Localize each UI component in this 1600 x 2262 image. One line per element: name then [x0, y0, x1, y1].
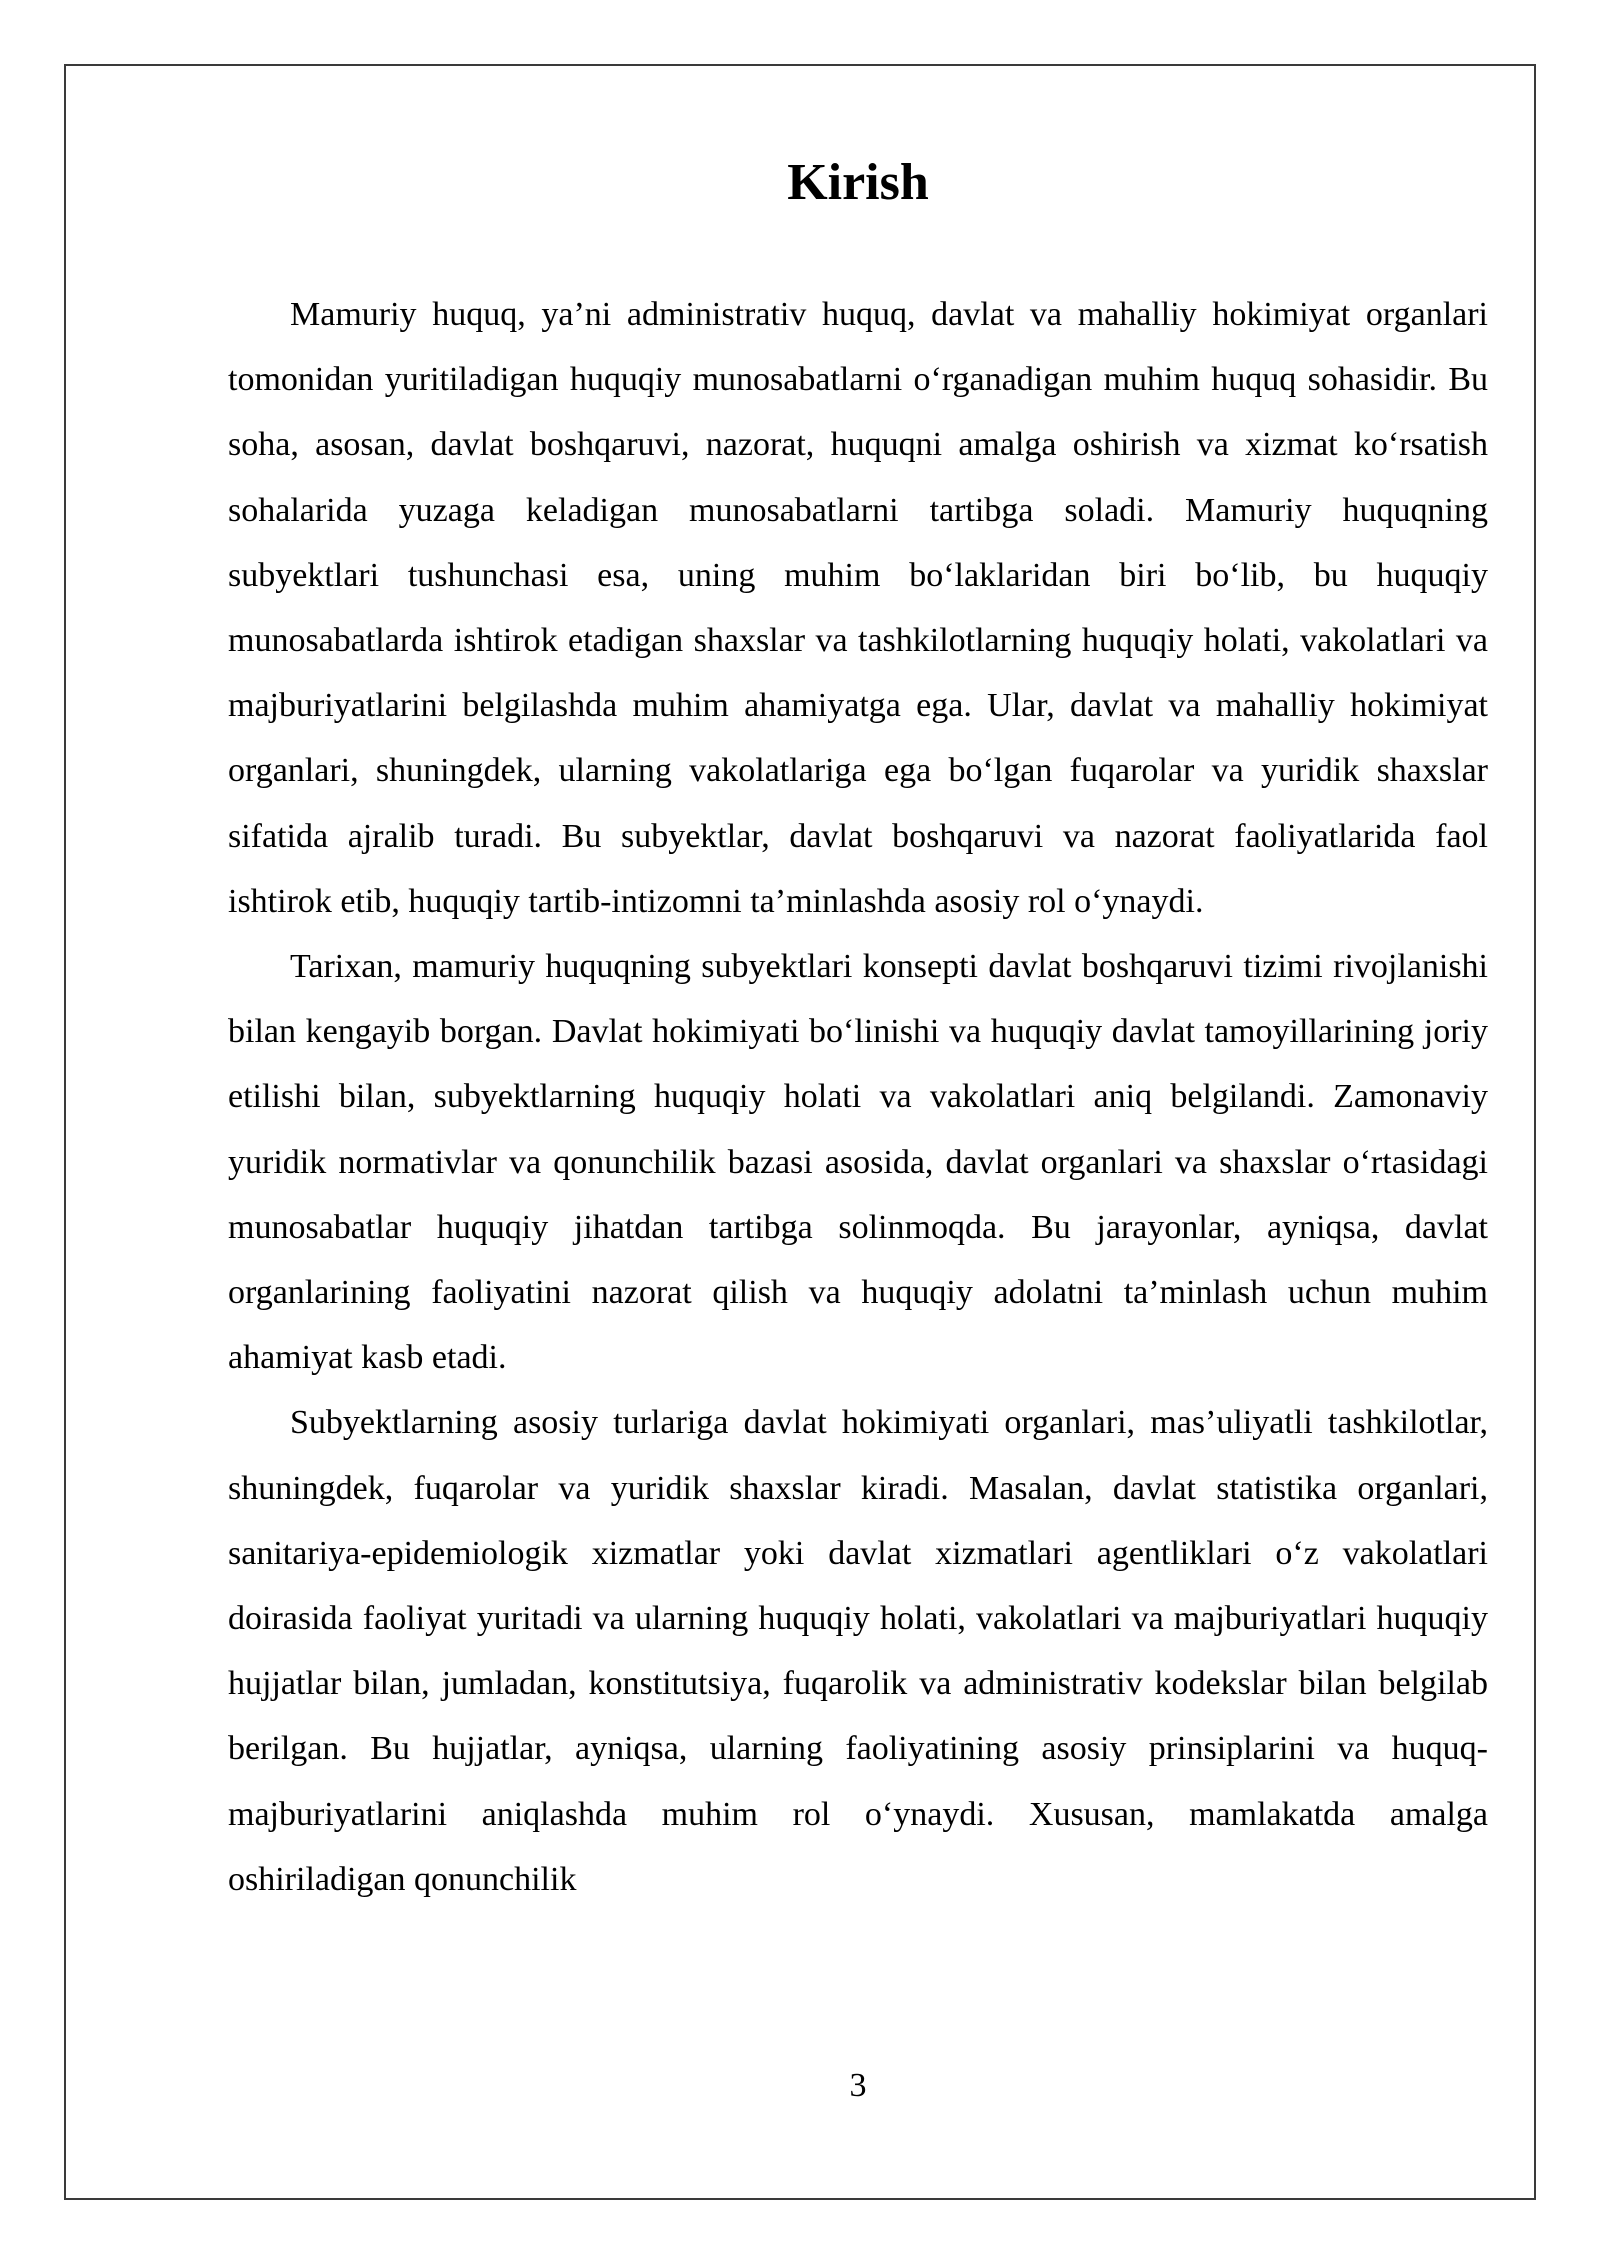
page-title: Kirish [787, 154, 929, 211]
body-paragraph: Tarixan, mamuriy huquqning subyektlari konsepti davlat boshqaruvi tizimi rivojlanishi bilan kengayib borgan. Davlat hokimiyati bo‘linishi va huquqiy davlat tamoyillarining joriy etilishi bilan, subyektlarning huquqiy holati va vakolatlari aniq belgilandi. Zamonaviy yuridik normativlar va qonunchilik bazasi asosida, davlat organlari va shaxslar o‘rtasidagi munosabatlar huquqiy jihatdan tartibga solinmoqda. Bu jarayonlar, ayniqsa, davlat organlarining faoliyatini nazorat qilish va huquqiy adolatni ta’minlash uchun muhim ahamiyat kasb etadi. [228, 948, 1488, 1377]
document-body [228, 282, 1488, 1912]
body-paragraph: Subyektlarning asosiy turlariga davlat hokimiyati organlari, mas’uliyatli tashkilotlar, shuningdek, fuqarolar va yuridik shaxslar kiradi. Masalan, davlat statistika organlari, sanitariya-epidemiologik xizmatlar yoki davlat xizmatlari agentliklari o‘z vakolatlari doirasida faoliyat yuritadi va ularning huquqiy holati, vakolatlari va majburiyatlari huquqiy hujjatlar bilan, jumladan, konstitutsiya, fuqarolik va administrativ kodekslar bilan belgilab berilgan. Bu hujjatlar, ayniqsa, ularning faoliyatining asosiy prinsiplarini va huquq-majburiyatlarini aniqlashda muhim rol o‘ynaydi. Xususan, mamlakatda amalga oshiriladigan qonunchilik [228, 1404, 1488, 1898]
page-number: 3 [849, 2067, 867, 2104]
body-paragraph: Mamuriy huquq, ya’ni administrativ huquq, davlat va mahalliy hokimiyat organlari tomonidan yuritiladigan huquqiy munosabatlarni o‘rganadigan muhim huquq sohasidir. Bu soha, asosan, davlat boshqaruvi, nazorat, huquqni amalga oshirish va xizmat ko‘rsatish sohalarida yuzaga keladigan munosabatlarni tartibga soladi. Mamuriy huquqning subyektlari tushunchasi esa, uning muhim bo‘laklaridan biri bo‘lib, bu huquqiy munosabatlarda ishtirok etadigan shaxslar va tashkilotlarning huquqiy holati, vakolatlari va majburiyatlarini belgilashda muhim ahamiyatga ega. Ular, davlat va mahalliy hokimiyat organlari, shuningdek, ularning vakolatlariga ega bo‘lgan fuqarolar va yuridik shaxslar sifatida ajralib turadi. Bu subyektlar, davlat boshqaruvi va nazorat faoliyatlarida faol ishtirok etib, huquqiy tartib-intizomni ta’minlashda asosiy rol o‘ynaydi. [228, 296, 1488, 920]
